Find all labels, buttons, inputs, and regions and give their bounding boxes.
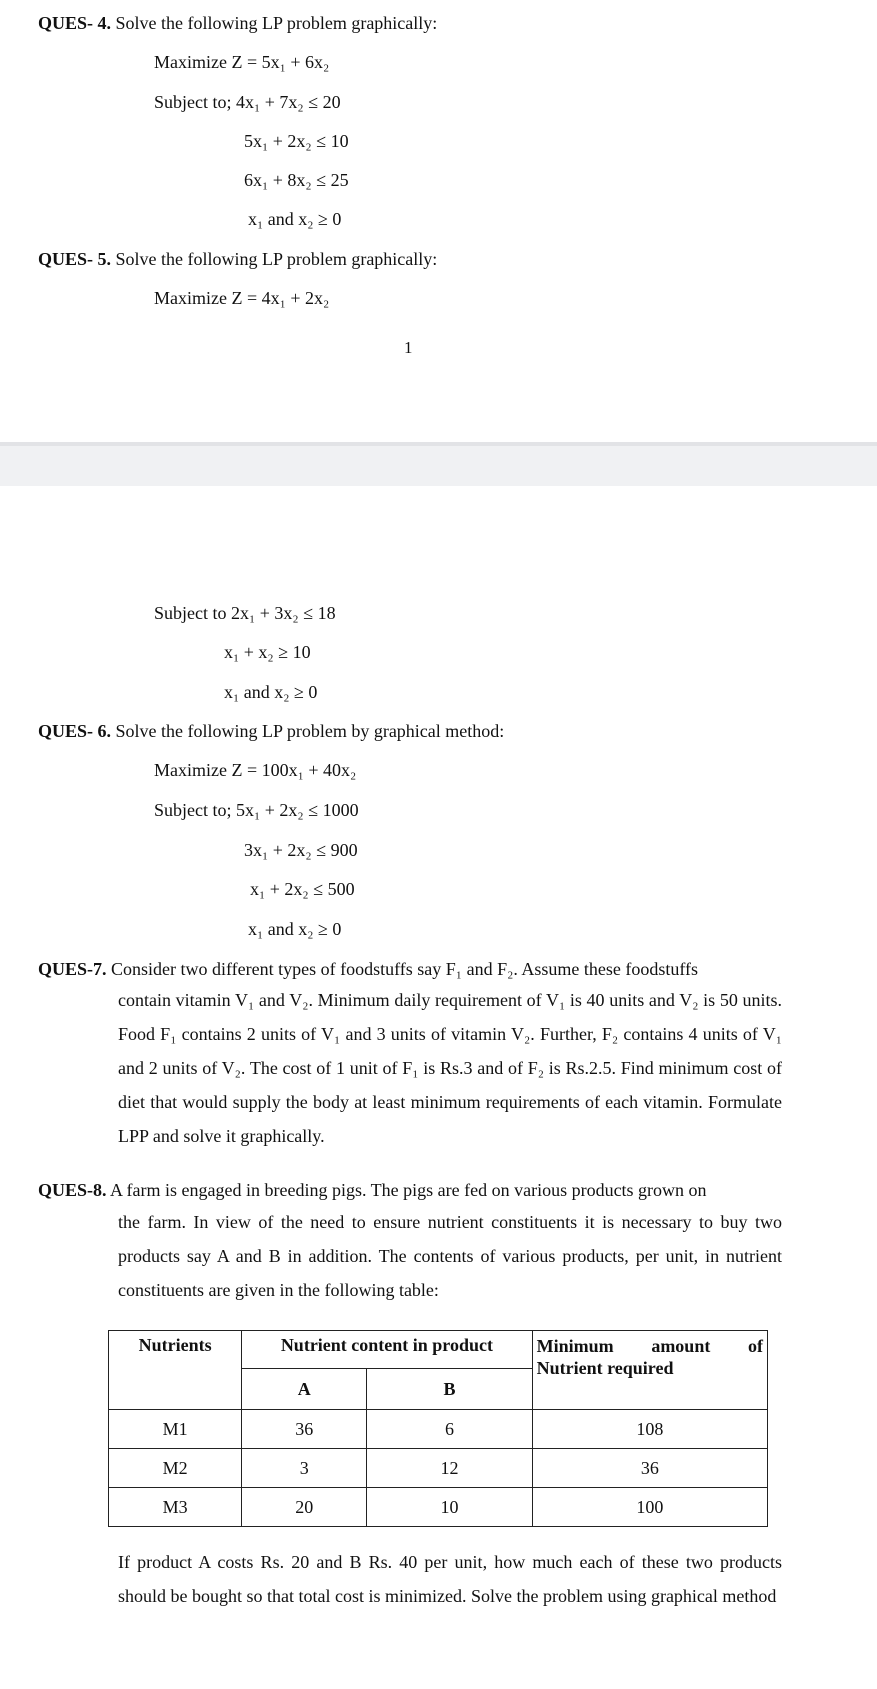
header-minimum-required [532,1331,767,1410]
q4-constraint-4: x₁ and x₂ ≥ 0 [248,209,342,229]
q6-heading [38,720,504,742]
nutrient-name: M2 [109,1449,242,1488]
q7-line1: Consider two different types of foodstuffs say F₁ and F₂. Assume these foodstuffs [106,959,699,979]
header-of-word: of [748,1336,763,1356]
nutrient-name: M1 [109,1410,242,1449]
q4-objective: Maximize Z = 5x₁ + 6x₂ [154,52,330,72]
minimum-required: 100 [532,1488,767,1527]
content-a: 20 [242,1488,367,1527]
header-nutrient-content: Nutrient content in product [242,1331,532,1369]
q6-constraint-4: x₁ and x₂ ≥ 0 [248,919,342,939]
q4-constraint-1: Subject to; 4x₁ + 7x₂ ≤ 20 [154,92,341,112]
content-b: 12 [367,1449,532,1488]
q4-heading [38,12,437,34]
header-nutrients: Nutrients [109,1331,242,1410]
q6-constraint-1: Subject to; 5x₁ + 2x₂ ≤ 1000 [154,800,359,820]
page-break [0,442,877,486]
q4-label: QUES- 4. [38,13,112,33]
content-b: 6 [367,1410,532,1449]
content-b: 10 [367,1488,532,1527]
table-row [109,1488,768,1527]
q5-intro: Solve the following LP problem graphically: [111,249,438,269]
q4-constraint-3: 6x₁ + 8x₂ ≤ 25 [244,170,349,190]
q8-closing: If product A costs Rs. 20 and B Rs. 40 per unit, how much each of these two products should be bought so that total cost is minimized. Solve the problem using graphical method [118,1552,782,1606]
q7-heading [38,958,698,980]
q5-constraint-1: Subject to 2x₁ + 3x₂ ≤ 18 [154,603,336,623]
header-amount-word: amount [651,1336,711,1356]
q5-heading [38,248,437,270]
content-a: 36 [242,1410,367,1449]
table-row [109,1449,768,1488]
q7-label: QUES-7. [38,959,107,979]
header-minimum-word: Minimum [536,1336,614,1356]
q8-label: QUES-8. [38,1180,107,1200]
q8-body: the farm. In view of the need to ensure nutrient constituents it is necessary to buy two products say A and B in addition. The contents of various products, per unit, in nutrient constituents are given in the following table: [118,1212,782,1300]
q8-line1: A farm is engaged in breeding pigs. The pigs are fed on various products grown on [106,1180,707,1200]
minimum-required: 36 [532,1449,767,1488]
header-product-a: A [242,1369,367,1410]
q6-objective: Maximize Z = 100x₁ + 40x₂ [154,760,357,780]
nutrient-name: M3 [109,1488,242,1527]
content-a: 3 [242,1449,367,1488]
q6-label: QUES- 6. [38,721,112,741]
q5-objective: Maximize Z = 4x₁ + 2x₂ [154,288,330,308]
minimum-required: 108 [532,1410,767,1449]
q7-body: contain vitamin V₁ and V₂. Minimum daily requirement of V₁ is 40 units and V₂ is 50 units. Food F₁ contains 2 units of V₁ and 3 units of vitamin V₂. Further, F₂ contains 4 units of V₁ and 2 units of V₂. The cost of 1 unit of F₁ is Rs.3 and of F₂ is Rs.2.5. Find minimum cost of diet that would supply the body at least minimum requirements of each vitamin. Formulate LPP and solve it graphically. [118,990,782,1146]
q8-heading [38,1179,707,1201]
q5-constraint-3: x₁ and x₂ ≥ 0 [224,682,318,702]
q4-intro: Solve the following LP problem graphically: [111,13,438,33]
q6-constraint-2: 3x₁ + 2x₂ ≤ 900 [244,840,358,860]
page-number: 1 [404,338,413,357]
q5-constraint-2: x₁ + x₂ ≥ 10 [224,642,311,662]
header-product-b: B [367,1369,532,1410]
header-nutrient-required: Nutrient required [536,1358,674,1378]
table-row [109,1410,768,1449]
nutrient-table [108,1330,768,1527]
q5-label: QUES- 5. [38,249,112,269]
q6-constraint-3: x₁ + 2x₂ ≤ 500 [250,879,355,899]
q6-intro: Solve the following LP problem by graphical method: [111,721,505,741]
q4-constraint-2: 5x₁ + 2x₂ ≤ 10 [244,131,349,151]
